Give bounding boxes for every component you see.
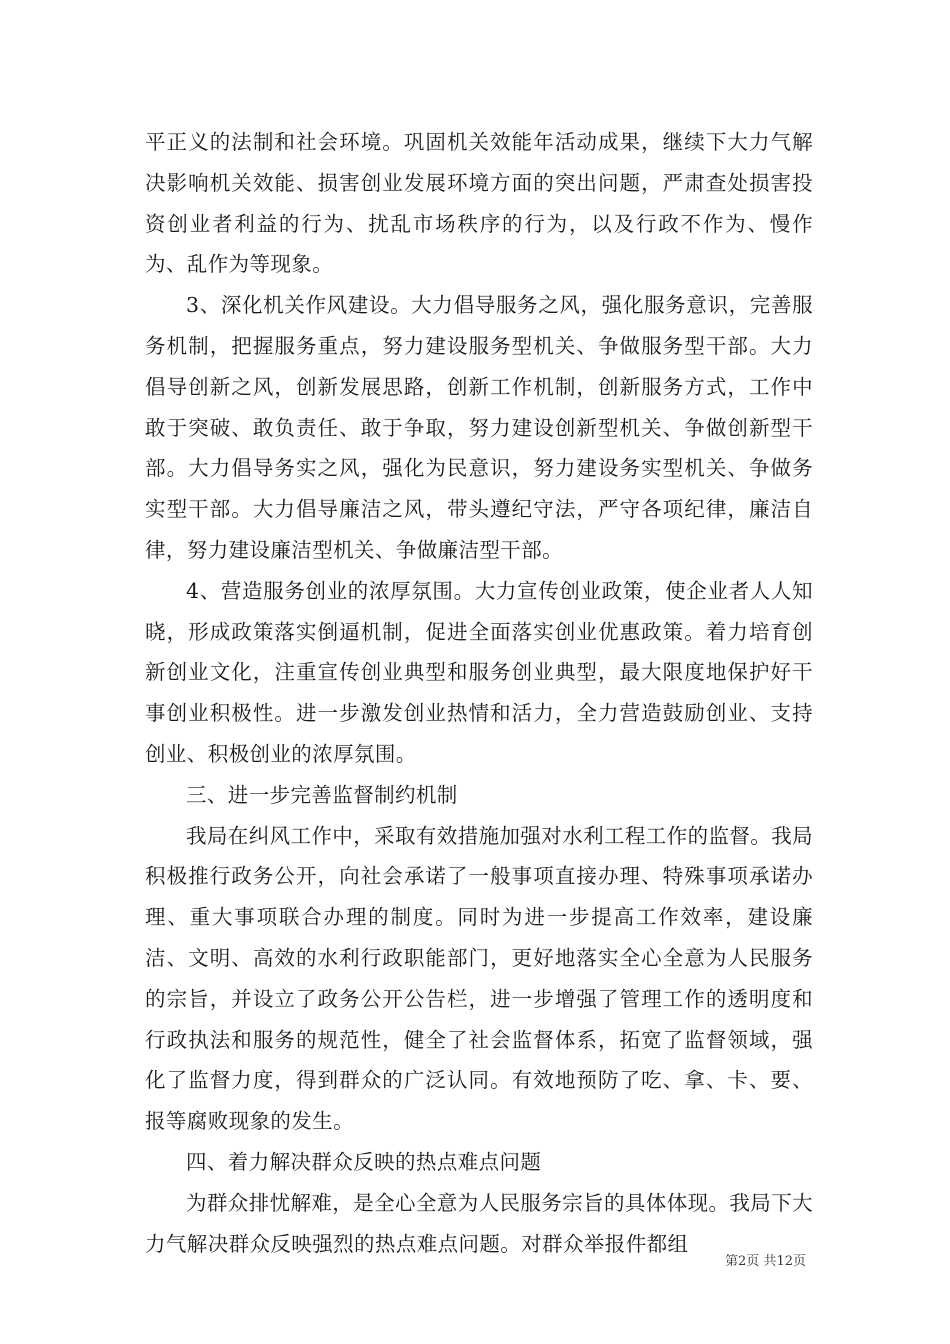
paragraph-5: 为群众排忧解难，是全心全意为人民服务宗旨的具体体现。我局下大力气解决群众反映强烈的热点难点问题。对群众举报件都组 [145,1190,813,1256]
page-number-footer [0,1250,806,1269]
paragraph-3: 4、营造服务创业的浓厚氛围。大力宣传创业政策，使企业者人人知晓，形成政策落实倒逼机制，促进全面落实创业优惠政策。着力培育创新创业文化，注重宣传创业典型和服务创业典型，最大限度地保护好干事创业积极性。进一步激发创业热情和活力，全力营造鼓励创业、支持创业、积极创业的浓厚氛围。 [145,578,813,766]
footer-middle: 页 共 [746,1254,777,1269]
section-heading-3: 三、进一步完善监督制约机制 [186,782,458,807]
footer-total-pages: 12 [776,1254,793,1269]
paragraph-2: 3、深化机关作风建设。大力倡导服务之风，强化服务意识，完善服务机制，把握服务重点，努力建设服务型机关、争做服务型干部。大力倡导创新之风，创新发展思路，创新工作机制，创新服务方式，工作中敢于突破、敢负责任、敢于争取，努力建设创新型机关、争做创新型干部。大力倡导务实之风，强化为民意识，努力建设务实型机关、争做务实型干部。大力倡导廉洁之风，带头遵纪守法，严守各项纪律，廉洁自律，努力建设廉洁型机关、争做廉洁型干部。 [145,293,813,562]
footer-prefix: 第 [725,1254,739,1269]
footer-current-page: 2 [738,1254,747,1269]
section-heading-4: 四、着力解决群众反映的热点难点问题 [186,1149,542,1174]
document-body [145,122,813,1264]
paragraph-4: 我局在纠风工作中，采取有效措施加强对水利工程工作的监督。我局积极推行政务公开，向社会承诺了一般事项直接办理、特殊事项承诺办理、重大事项联合办理的制度。同时为进一步提高工作效率，建设廉洁、文明、高效的水利行政职能部门，更好地落实全心全意为人民服务的宗旨，并设立了政务公开公告栏，进一步增强了管理工作的透明度和行政执法和服务的规范性，健全了社会监督体系，拓宽了监督领域，强化了监督力度，得到群众的广泛认同。有效地预防了吃、拿、卡、要、报等腐败现象的发生。 [145,823,813,1134]
footer-suffix: 页 [792,1254,806,1269]
paragraph-1: 平正义的法制和社会环境。巩固机关效能年活动成果，继续下大力气解决影响机关效能、损害创业发展环境方面的突出问题，严肃查处损害投资创业者利益的行为、扰乱市场秩序的行为，以及行政不作为、慢作为、乱作为等现象。 [145,130,813,277]
